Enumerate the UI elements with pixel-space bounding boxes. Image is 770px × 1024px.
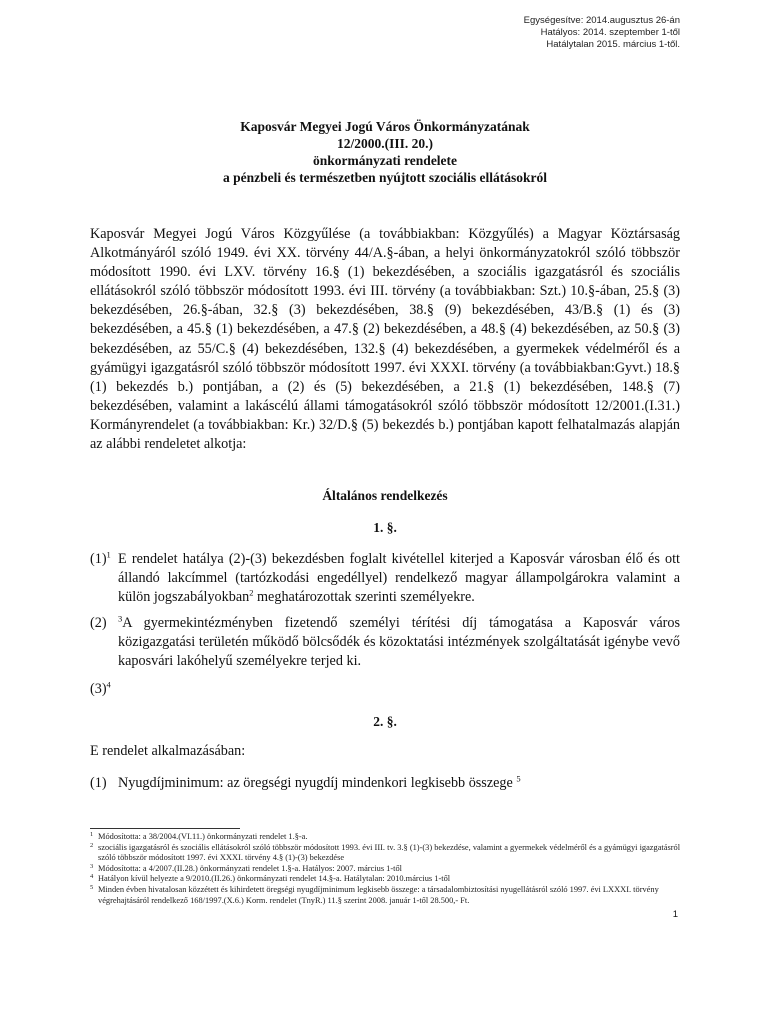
document-title	[0, 118, 770, 186]
title-line-2: 12/2000.(III. 20.)	[336, 136, 433, 151]
section-2-number: 2. §.	[373, 714, 397, 729]
title-line-3: önkormányzati rendelete	[312, 153, 458, 168]
header-expiry-date: Hatálytalan 2015. március 1-től.	[546, 39, 680, 50]
title-line-1: Kaposvár Megyei Jogú Város Önkormányzatának	[240, 119, 530, 134]
footnote-ref[interactable]: 2	[249, 587, 254, 598]
paragraph-1-1: $(1)^1$ E rendelet hatálya (2)-(3) bekezdésben foglalt kivétellel kiterjed a Kaposvár városban élő és ott állandó lakcímmel (tartózkodási engedéllyel) rendelkező magyar állampolgárokra valamint a külön jogszabályokban$^2$ meghatározottak szerinti személyekre.	[90, 549, 680, 605]
footnote-5: 5 Minden évben hivatalosan közzétett és kihirdetett öregségi nyugdíjminimum legkisebb összege: a társadalombiztosítási nyugellátásról szóló 1997. évi LXXXI. törvény végrehajtásáról rendelkező 168/1997.(X.6.) Korm. rendelet (TnyR.) 11.§ szerint 2008. január 1-től 28.500,- Ft.	[90, 883, 659, 905]
paragraph-1-2: (2) $^3$A gyermekintézményben fizetendő személyi térítési díj támogatása a Kaposvár város közigazgatási területén működő bölcsődék és közoktatási intézmények szolgáltatását igénybe vevő kaposvári lakóhelyű személyekre terjed ki.	[90, 613, 680, 669]
paragraph-label: (2)	[90, 615, 107, 631]
footnote-ref[interactable]: 3	[118, 613, 123, 624]
footnote-ref[interactable]: 5	[516, 773, 521, 784]
consolidation-header	[524, 15, 680, 51]
paragraph-1-3: $(3)^4$	[90, 679, 111, 697]
page-number: 1	[672, 909, 678, 920]
paragraph-label: (1)	[90, 775, 107, 791]
section-2-intro: E rendelet alkalmazásában:	[90, 743, 246, 759]
footnote-separator	[90, 828, 240, 829]
header-effective-date: Hatályos: 2014. szeptember 1-től	[540, 27, 680, 38]
footnote-ref[interactable]: 4	[106, 679, 111, 690]
paragraph-2-1: (1) Nyugdíjminimum: az öregségi nyugdíj mindenkori legkisebb összege $^5$	[90, 773, 521, 791]
header-consolidated-date: Egységesítve: 2014.augusztus 26-án	[523, 15, 680, 26]
footnote-2: 2 szociális igazgatásról és szociális ellátásokról szóló többször módosított 1993. évi III. tv. 3.§ (1)-(3) bekezdése, valamint a gyermekek védelméről és a gyámügyi igazgatásról szóló többször módosított 1997. évi XXXI. törvény 4.§ (1)-(3) bekezdése	[90, 841, 681, 863]
footnote-ref[interactable]: 1	[106, 549, 111, 560]
footnotes	[90, 832, 685, 906]
footnote-1: 1 Módosította: a 38/2004.(VI.11.) önkormányzati rendelet 1.§-a.	[90, 831, 308, 841]
title-line-4: a pénzbeli és természetben nyújtott szociális ellátásokról	[223, 170, 547, 185]
section-1-number: 1. §.	[373, 520, 397, 535]
section-heading-general: Általános rendelkezés	[322, 488, 448, 503]
footnote-3: 3 Módosította: a 4/2007.(II.28.) önkormányzati rendelet 1.§-a. Hatályos: 2007. március 1-től	[90, 862, 402, 873]
paragraph-label: $(1)^1$	[90, 549, 111, 567]
footnote-4: 4 Hatályon kívül helyezte a 9/2010.(II.26.) önkormányzati rendelet 14.§-a. Hatálytalan: 2010.március 1-től	[90, 873, 451, 884]
preamble: Kaposvár Megyei Jogú Város Közgyűlése (a továbbiakban: Közgyűlés) a Magyar Köztársaság Alkotmányáról szóló 1949. évi XX. törvény 44/A.§-ában, a helyi önkormányzatokról szóló többször módosított 1990. évi LXV. törvény 16.§ (1) bekezdésében, a szociális igazgatásról és szociális ellátásokról szóló többször módosított 1993. évi III. törvény (a továbbiakban: Szt.) 10.§-ában, 25.§ (3) bekezdésében, 26.§-ában, 32.§ (3) bekezdésében, 38.§ (9) bekezdésében, 43/B.§ (1) és (3) bekezdésében, a 45.§ (1) bekezdésében, a 47.§ (2) bekezdésében, a 48.§ (4) bekezdésében, az 50.§ (3) bekezdésében, az 55/C.§ (4) bekezdésében, 132.§ (4) bekezdésében, a gyermekek védelméről és a gyámügyi igazgatásról szóló többször módosított 1997. évi XXXI. törvény (a továbbiakban:Gyvt.) 18.§ (1) bekezdés b.) pontjában, a (2) és (5) bekezdésében, a 21.§ (1) bekezdésében, 148.§ (7) bekezdésében, valamint a lakáscélú állami támogatásokról szóló többször módosított 12/2001.(I.31.) Kormányrendelet (a továbbiakban: Kr.) 32/D.§ (5) bekezdés b.) pontjában kapott felhatalmazás alapján az alábbi rendeletet alkotja:	[90, 226, 680, 453]
